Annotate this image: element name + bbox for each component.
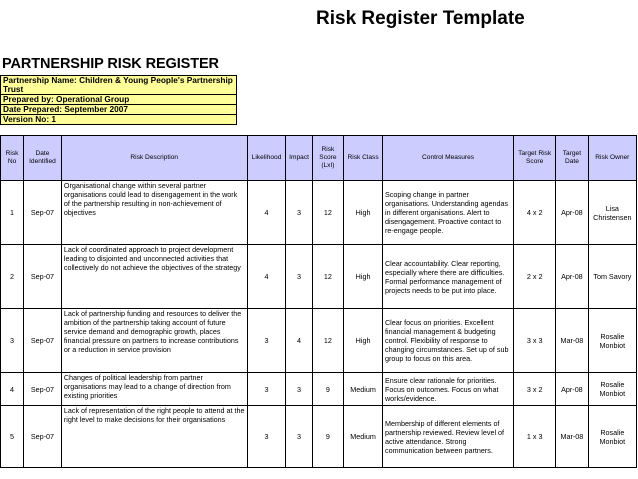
cell-risk-no: 1 [1,181,24,245]
cell-target-score: 3 x 2 [514,373,556,406]
cell-risk-no: 4 [1,373,24,406]
cell-date: Sep-07 [24,309,62,373]
register-meta [0,75,237,125]
register-title: PARTNERSHIP RISK REGISTER [2,56,219,72]
page-title: Risk Register Template [316,8,525,29]
cell-controls: Scoping change in partner organisations. Understanding agendas in different organisations. Alert to disengagement. Proactive contact to re-engage people. [382,181,513,245]
col-risk-owner: Risk Owner [588,136,636,181]
cell-target-score: 2 x 2 [514,245,556,309]
cell-risk-no: 5 [1,406,24,468]
col-target-date: Target Date [556,136,589,181]
cell-target-date: Apr-08 [556,245,589,309]
col-risk-score: Risk Score (LxI) [312,136,343,181]
col-risk-no: Risk No [1,136,24,181]
cell-target-score: 1 x 3 [514,406,556,468]
risk-register-sheet [0,52,637,478]
cell-target-date: Apr-08 [556,373,589,406]
cell-target-date: Apr-08 [556,181,589,245]
cell-score: 12 [312,245,343,309]
cell-impact: 3 [286,406,312,468]
table-row [1,309,637,373]
cell-likelihood: 4 [247,181,286,245]
cell-target-score: 3 x 3 [514,309,556,373]
cell-controls: Clear accountability. Clear reporting, especially where there are difficulties. Formal performance management of projects needs to be put into place. [382,245,513,309]
cell-owner: Rosalie Monbiot [588,309,636,373]
cell-owner: Rosalie Monbiot [588,373,636,406]
col-date-identified: Date Identified [24,136,62,181]
cell-target-date: Mar-08 [556,406,589,468]
cell-date: Sep-07 [24,406,62,468]
risk-table [0,135,637,468]
cell-date: Sep-07 [24,245,62,309]
cell-impact: 3 [286,373,312,406]
col-risk-class: Risk Class [344,136,383,181]
cell-date: Sep-07 [24,181,62,245]
table-row [1,406,637,468]
cell-controls: Ensure clear rationale for priorities. Focus on outcomes. Focus on what works/evidence. [382,373,513,406]
col-target-risk-score: Target Risk Score [514,136,556,181]
cell-controls: Clear focus on priorities. Excellent financial management & budgeting control. Flexibility of response to changing circumstances. Set up of sub group to focus on this area. [382,309,513,373]
cell-score: 12 [312,181,343,245]
cell-owner: Tom Savory [588,245,636,309]
table-row [1,181,637,245]
col-control-measures: Control Measures [382,136,513,181]
cell-likelihood: 3 [247,406,286,468]
cell-class: High [344,245,383,309]
cell-impact: 4 [286,309,312,373]
meta-prepared-by: Prepared by: Operational Group [1,95,237,105]
cell-impact: 3 [286,181,312,245]
cell-class: High [344,181,383,245]
cell-likelihood: 4 [247,245,286,309]
cell-description: Organisational change within several partner organisations could lead to disengagement in the work of the partnership resulting in non-achievement of objectives [61,181,247,245]
cell-likelihood: 3 [247,309,286,373]
cell-description: Lack of coordinated approach to project development leading to disjointed and unconnected activities that collectively do not achieve the objectives of the strategy [61,245,247,309]
cell-owner: Lisa Christensen [588,181,636,245]
cell-controls: Membership of different elements of partnership reviewed. Review level of active attendance. Strong communication between partners. [382,406,513,468]
cell-owner: Rosalie Monbiot [588,406,636,468]
cell-date: Sep-07 [24,373,62,406]
cell-description: Lack of partnership funding and resources to deliver the ambition of the partnership taking account of future service demand and demographic growth, places financial pressure on partners to increase contributions or a reduction in service provision [61,309,247,373]
table-header-row [1,136,637,181]
meta-partnership-name: Partnership Name: Children & Young People's Partnership Trust [1,76,237,95]
cell-class: High [344,309,383,373]
col-impact: Impact [286,136,312,181]
table-row [1,373,637,406]
col-risk-description: Risk Description [61,136,247,181]
cell-class: Medium [344,373,383,406]
col-likelihood: Likelihood [247,136,286,181]
cell-class: Medium [344,406,383,468]
cell-score: 9 [312,406,343,468]
cell-score: 12 [312,309,343,373]
table-row [1,245,637,309]
cell-risk-no: 3 [1,309,24,373]
cell-score: 9 [312,373,343,406]
cell-risk-no: 2 [1,245,24,309]
cell-description: Lack of representation of the right people to attend at the right level to make decisions for their organisations [61,406,247,468]
meta-version: Version No: 1 [1,115,237,125]
cell-impact: 3 [286,245,312,309]
cell-likelihood: 3 [247,373,286,406]
cell-description: Changes of political leadership from partner organisations may lead to a change of direction from existing priorities [61,373,247,406]
cell-target-date: Mar-08 [556,309,589,373]
cell-target-score: 4 x 2 [514,181,556,245]
meta-date-prepared: Date Prepared: September 2007 [1,105,237,115]
